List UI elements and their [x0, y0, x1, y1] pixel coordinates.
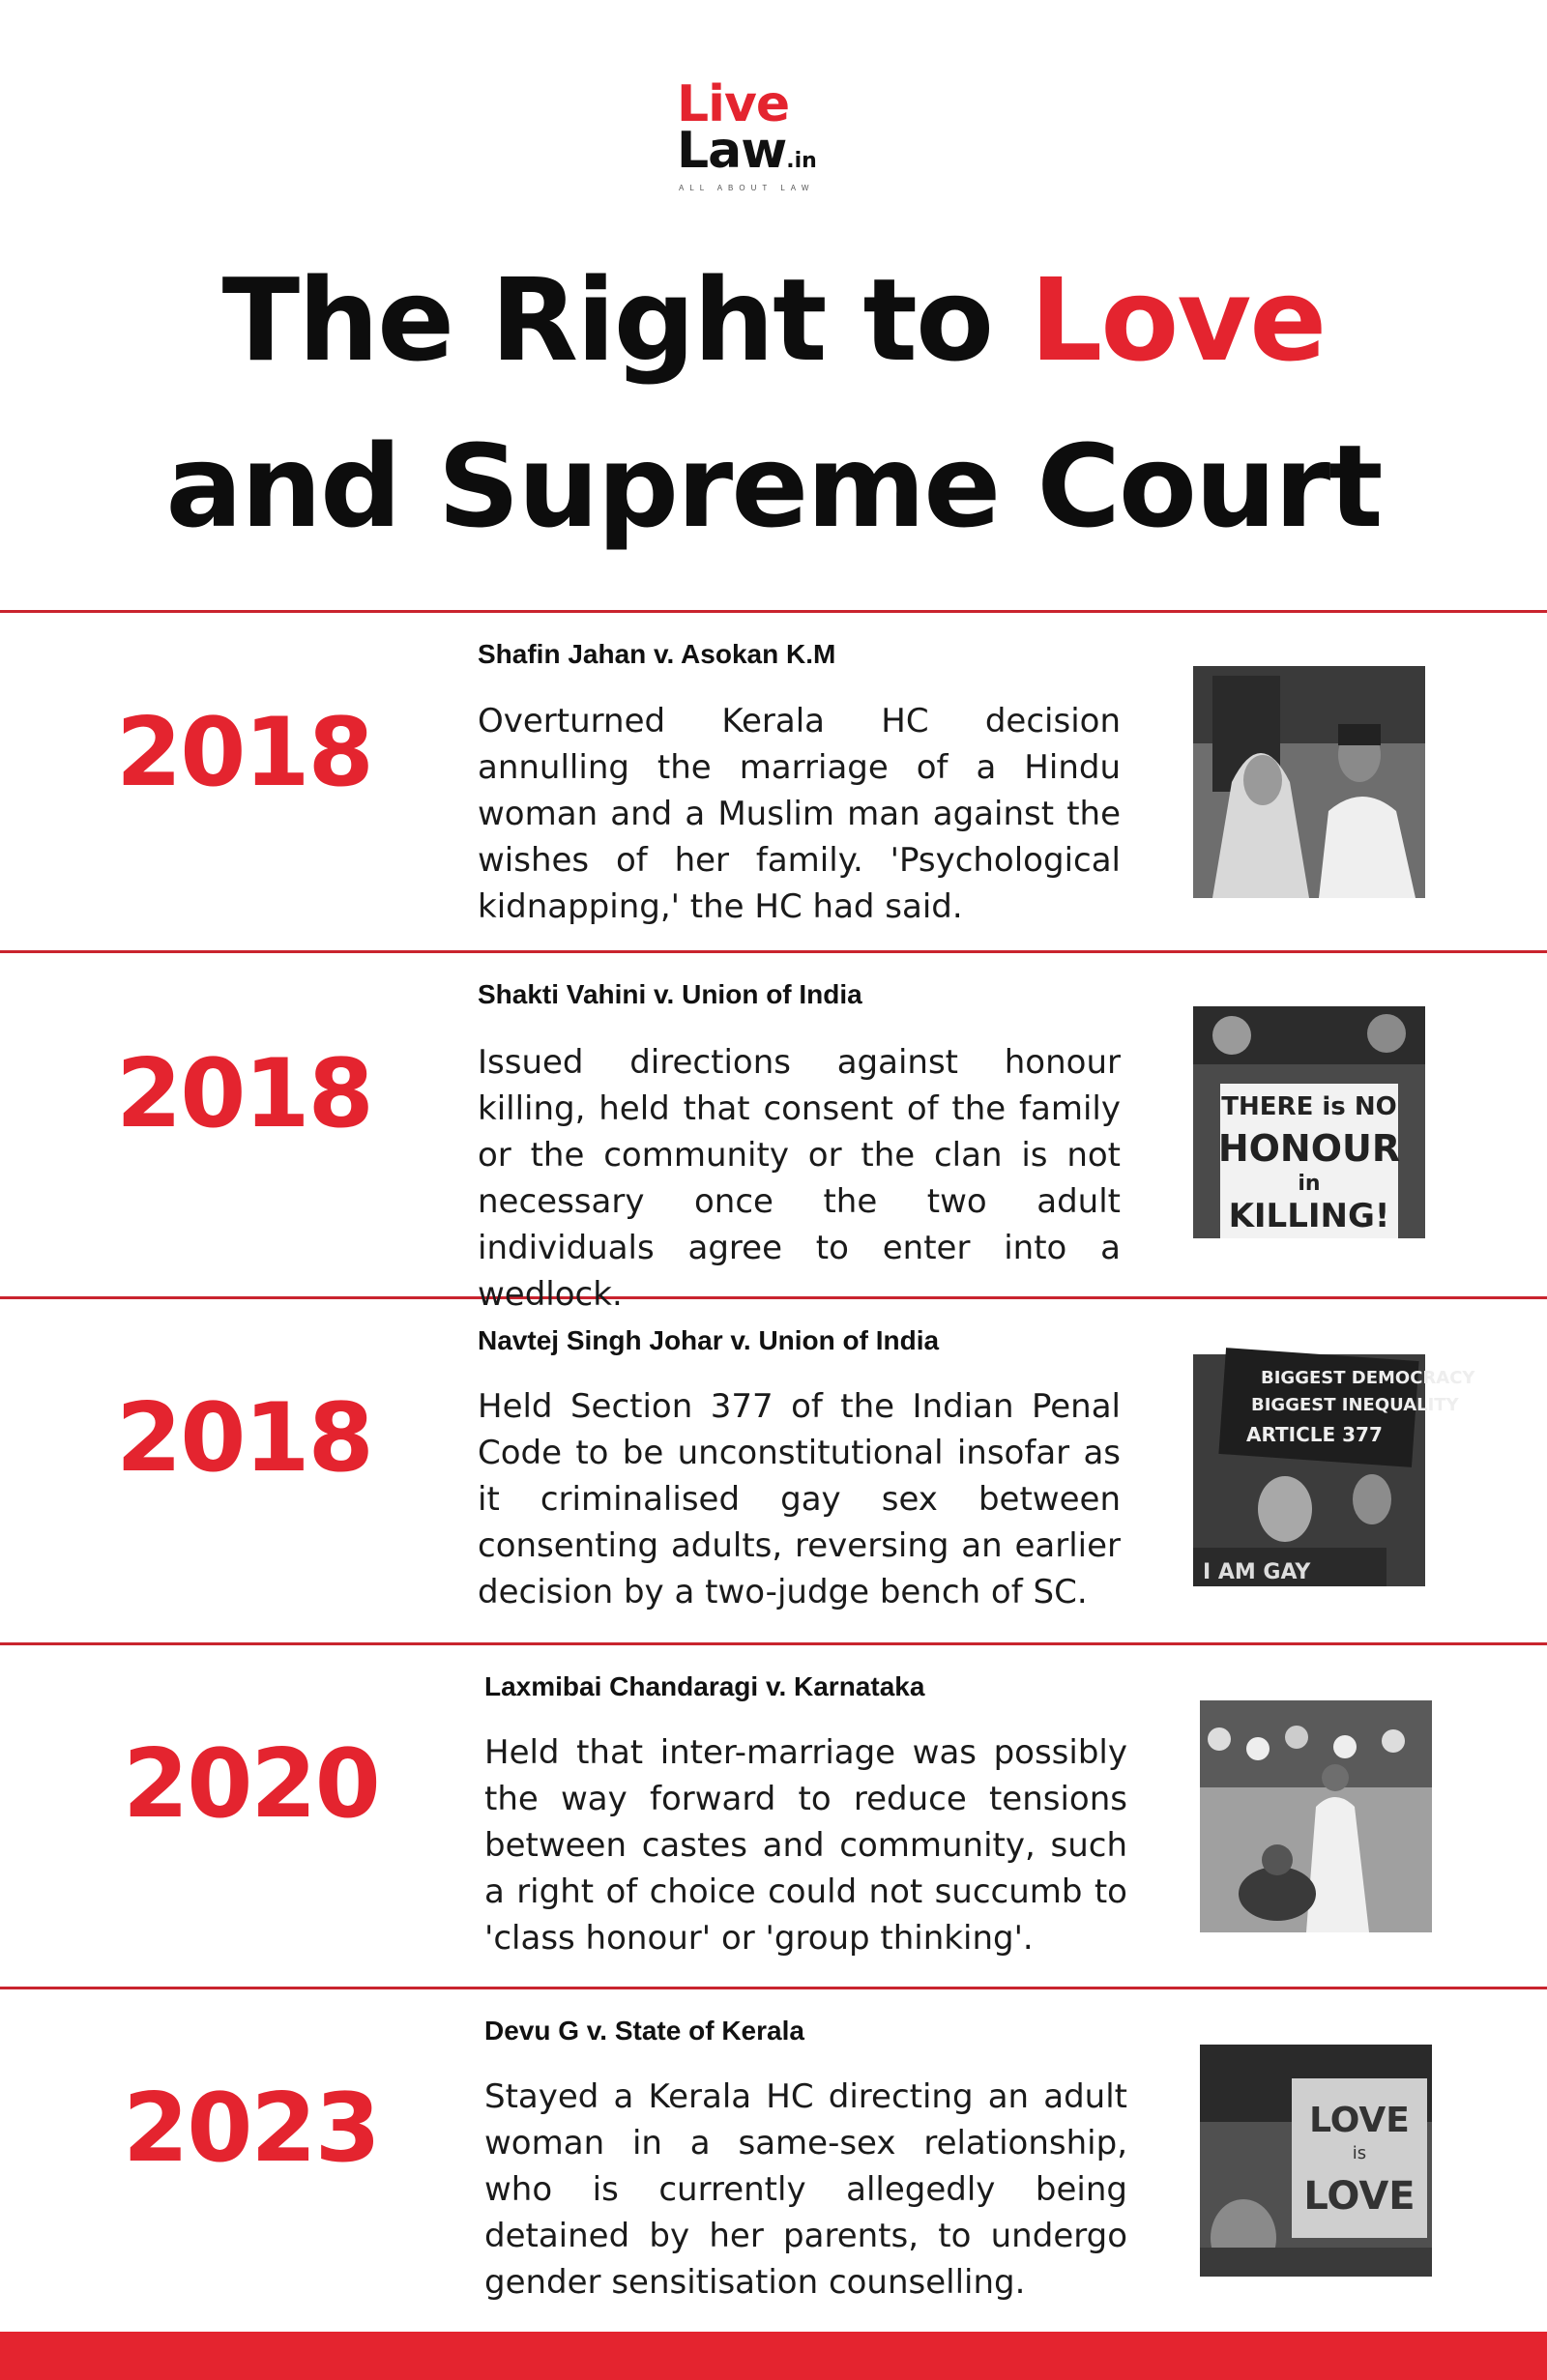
- page-title-line1: The Right to Love: [221, 253, 1326, 387]
- footer-bar: [0, 2332, 1547, 2380]
- svg-text:BIGGEST INEQUALITY: BIGGEST INEQUALITY: [1251, 1395, 1459, 1415]
- love-is-love-photo: [1200, 2045, 1432, 2277]
- case-description: Stayed a Kerala HC directing an adult woman in a same-sex relationship, who is currently allegedly being detained by her parents, to undergo gender sensitisation counselling.: [484, 2077, 1127, 2302]
- title-highlight: Love: [1030, 253, 1326, 387]
- case-description: Issued directions against honour killing, held that consent of the family or the community or the clan is not necessary once the two adult individuals agree to enter into a wedlock.: [478, 1043, 1121, 1314]
- divider: [0, 1987, 1547, 1989]
- entry-year: 2018: [116, 1383, 372, 1494]
- page-title-line2: and Supreme Court: [165, 420, 1382, 553]
- case-title: Laxmibai Chandaragi v. Karnataka: [484, 1671, 925, 1701]
- divider: [0, 610, 1547, 613]
- entry-year: 2023: [123, 2074, 379, 2184]
- svg-text:I AM GAY: I AM GAY: [1203, 1560, 1311, 1584]
- logo-line2: Law.in: [677, 122, 817, 180]
- case-title: Devu G v. State of Kerala: [484, 2016, 804, 2046]
- case-description: Overturned Kerala HC decision annulling the marriage of a Hindu woman and a Muslim man against the wishes of her family. 'Psychological kidnapping,' the HC had said.: [478, 702, 1121, 926]
- svg-text:is: is: [1352, 2143, 1367, 2163]
- case-title: Navtej Singh Johar v. Union of India: [478, 1325, 940, 1355]
- case-title: Shafin Jahan v. Asokan K.M: [478, 639, 836, 669]
- case-description: Held that inter-marriage was possibly the way forward to reduce tensions between castes and community, such a right of choice could not succumb to 'class honour' or 'group thinking'.: [484, 1733, 1127, 1958]
- livelaw-logo[interactable]: [677, 75, 899, 195]
- svg-text:ARTICLE 377: ARTICLE 377: [1246, 1423, 1383, 1446]
- svg-text:HONOUR: HONOUR: [1217, 1127, 1401, 1170]
- crowd-photo: [1200, 1700, 1432, 1932]
- entry-year: 2018: [116, 1039, 372, 1149]
- logo-line1: Live: [677, 75, 790, 133]
- svg-text:LOVE: LOVE: [1309, 2101, 1410, 2140]
- protest-377-photo: [1193, 1354, 1475, 1586]
- couple-photo: [1193, 666, 1425, 898]
- case-description: Held Section 377 of the Indian Penal Code to be unconstitutional insofar as it criminalised gay sex between consenting adults, reversing an earlier decision by a two-judge bench of SC.: [478, 1387, 1121, 1611]
- svg-text:in: in: [1298, 1172, 1321, 1196]
- logo-tagline: ALL ABOUT LAW: [679, 184, 815, 192]
- divider: [0, 950, 1547, 953]
- divider: [0, 1642, 1547, 1645]
- svg-text:BIGGEST DEMOCRACY: BIGGEST DEMOCRACY: [1261, 1368, 1475, 1388]
- svg-text:LOVE: LOVE: [1303, 2174, 1416, 2219]
- entry-year: 2018: [116, 698, 372, 808]
- protest-placard-photo: [1193, 1006, 1425, 1238]
- svg-text:THERE is NO: THERE is NO: [1221, 1092, 1397, 1121]
- case-title: Shakti Vahini v. Union of India: [478, 979, 862, 1009]
- svg-text:KILLING!: KILLING!: [1228, 1197, 1390, 1235]
- entry-year: 2020: [123, 1729, 379, 1840]
- logo-domain: .in: [786, 149, 817, 173]
